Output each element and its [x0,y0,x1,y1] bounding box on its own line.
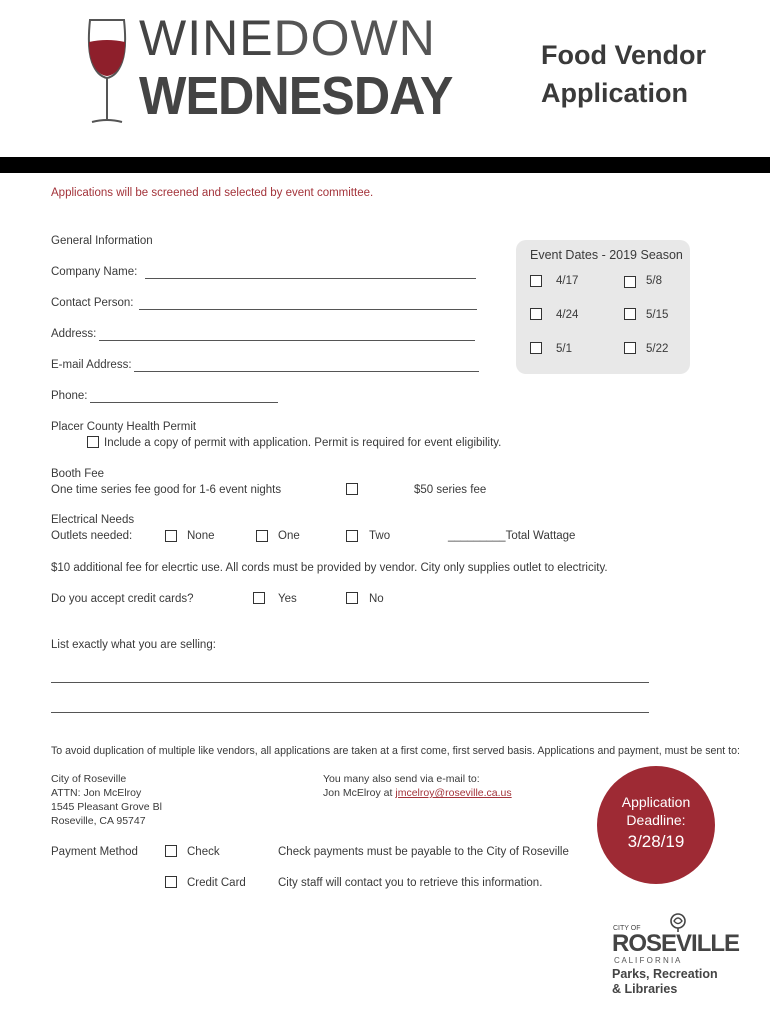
payment-method-label: Payment Method [51,846,138,858]
phone-field[interactable] [90,402,278,403]
payment-credit-checkbox[interactable] [165,876,177,888]
outlets-two-label: Two [369,530,391,542]
series-fee-checkbox[interactable] [346,483,358,495]
date-label-4-17: 4/17 [556,275,579,287]
logo-city-of: CITY OF [613,925,641,932]
booth-fee-text: One time series fee good for 1-6 event nights [51,484,282,496]
payment-check-note: Check payments must be payable to the City of Roseville [278,846,569,858]
outlets-one-checkbox[interactable] [256,530,268,542]
mailing-line4: Roseville, CA 95747 [51,815,146,827]
health-permit-checkbox[interactable] [87,436,99,448]
duplication-note: To avoid duplication of multiple like vendors, all applications are taken at a first come, first served basis. Applications and payment, must be sent to: [51,745,740,757]
contact-field[interactable] [139,309,477,310]
selling-line-1[interactable] [51,682,649,683]
title-line2: Application [541,78,688,108]
payment-credit-label: Credit Card [187,877,246,889]
logo-dept-line1: Parks, Recreation [612,967,718,981]
outlets-one-label: One [278,530,300,542]
deadline-badge [597,766,715,884]
date-label-5-15: 5/15 [646,309,669,321]
event-dates-heading: Event Dates - 2019 Season [530,248,683,262]
wine-glass-icon [84,18,130,126]
email-prefix: Jon McElroy at [323,787,396,799]
phone-label: Phone: [51,390,88,402]
selling-label: List exactly what you are selling: [51,639,216,651]
deadline-line2: Deadline: [626,812,686,828]
electrical-heading: Electrical Needs [51,514,135,526]
mailing-line3: 1545 Pleasant Grove Bl [51,801,162,813]
logo-california: C A L I F O R N I A [614,956,681,965]
selling-line-2[interactable] [51,712,649,713]
email-line1: You many also send via e-mail to: [323,773,480,785]
rose-icon [668,912,688,932]
deadline-date: 3/28/19 [627,832,685,851]
credit-no-checkbox[interactable] [346,592,358,604]
credit-yes-checkbox[interactable] [253,592,265,604]
deadline-line1: Application [621,794,691,810]
outlets-label: Outlets needed: [51,530,133,542]
mailing-line1: City of Roseville [51,773,127,785]
credit-no-label: No [369,593,384,605]
outlets-none-checkbox[interactable] [165,530,177,542]
payment-check-label: Check [187,846,220,858]
page-title [541,36,706,112]
credit-yes-label: Yes [278,593,297,605]
date-label-5-22: 5/22 [646,343,669,355]
date-checkbox-5-1[interactable] [530,342,542,354]
logo-roseville: ROSEVILLE [612,930,740,957]
logo-wine: WINE [139,10,274,66]
email-field[interactable] [134,371,479,372]
payment-credit-note: City staff will contact you to retrieve this information. [278,877,543,889]
logo-wordmark [139,10,476,126]
email-label: E-mail Address: [51,359,132,371]
screening-notice: Applications will be screened and selected by event committee. [51,187,374,199]
health-permit-text: Include a copy of permit with application. Permit is required for event eligibility. [104,437,502,449]
outlets-none-label: None [187,530,215,542]
address-label: Address: [51,328,97,340]
header-band [0,157,770,173]
date-checkbox-4-17[interactable] [530,275,542,287]
title-line1: Food Vendor [541,40,706,70]
date-checkbox-5-8[interactable] [624,276,636,288]
wattage-blank: _________ [448,530,506,542]
contact-label: Contact Person: [51,297,134,309]
mailing-line2: ATTN: Jon McElroy [51,787,142,799]
date-label-5-1: 5/1 [556,343,572,355]
payment-check-checkbox[interactable] [165,845,177,857]
email-link[interactable]: jmcelroy@roseville.ca.us [395,787,512,799]
company-field[interactable] [145,278,476,279]
company-label: Company Name: [51,266,138,278]
date-label-4-24: 4/24 [556,309,579,321]
date-checkbox-4-24[interactable] [530,308,542,320]
address-field[interactable] [99,340,475,341]
wattage-label: Total Wattage [505,530,576,542]
booth-fee-heading: Booth Fee [51,468,105,480]
electrical-note: $10 additional fee for elecrtic use. All cords must be provided by vendor. City only supplies outlet to electricity. [51,562,608,574]
date-checkbox-5-22[interactable] [624,342,636,354]
date-label-5-8: 5/8 [646,275,662,287]
general-info-heading: General Information [51,235,153,247]
logo-down: DOWN [273,10,436,66]
series-fee-label: $50 series fee [414,484,487,496]
credit-card-question: Do you accept credit cards? [51,593,194,605]
mailing-address [51,772,162,828]
logo-wednesday: WEDNESDAY [139,66,453,126]
logo-dept-line2: & Libraries [612,982,678,996]
date-checkbox-5-15[interactable] [624,308,636,320]
outlets-two-checkbox[interactable] [346,530,358,542]
wattage-field[interactable] [448,530,575,542]
email-instructions [323,772,512,800]
health-permit-heading: Placer County Health Permit [51,421,197,433]
